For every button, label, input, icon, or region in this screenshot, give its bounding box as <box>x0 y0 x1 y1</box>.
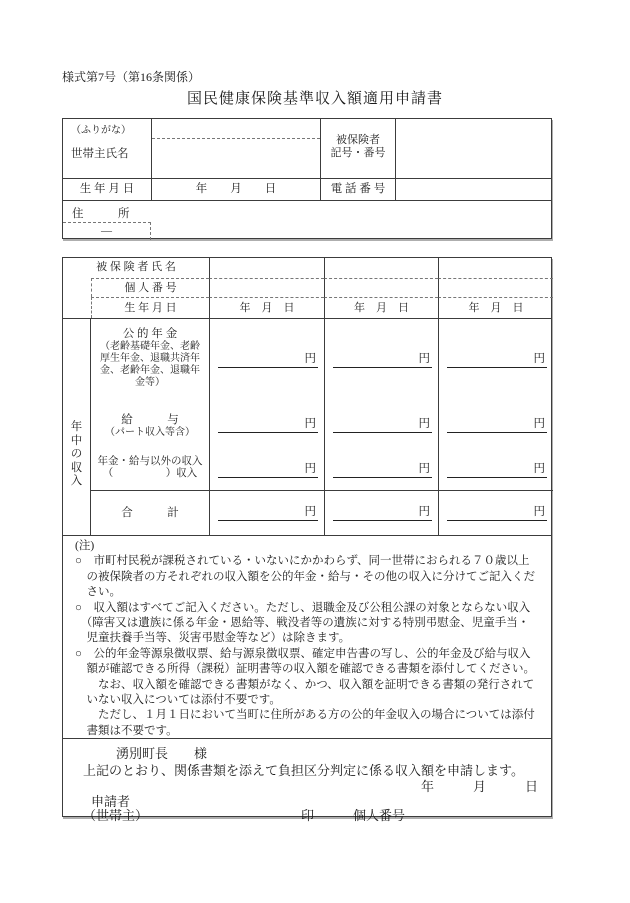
note-line: （障害又は遺族に係る年金・恩給等、戦没者等の遺族に対する特別弔慰金、児童手当・ <box>75 617 530 630</box>
salary-amount-field-1[interactable] <box>209 409 324 454</box>
name-label: 世帯主氏名 <box>71 148 129 160</box>
personal-number-signature-label: 個人番号 <box>353 808 406 823</box>
note-line: さい。 <box>75 586 121 599</box>
other-amount-field-1[interactable] <box>209 454 324 490</box>
header-corner-1 <box>63 278 91 297</box>
furigana-field[interactable] <box>152 119 320 139</box>
birthdate-label: 生 年 月 日 <box>79 183 135 195</box>
postal-code-field[interactable]: — <box>63 222 151 240</box>
pension-label: 公 的 年 金 （老齢基礎年金、老齢 厚生年金、退職共済年 金、老齢年金、退職年 金等） <box>100 328 200 388</box>
addressee: 湧別町長 様 <box>116 746 208 761</box>
other-income-label: 年金・給与以外の収入 （ ）収入 <box>97 456 203 479</box>
note-line: いない収入については添付不要です。 <box>75 694 281 707</box>
note-line: 額が確認できる所得（課税）証明書等の収入額を確認できる書類を添付してください。 <box>75 663 535 676</box>
insured-birth-field-3[interactable]: 年 月 日 <box>438 297 553 318</box>
note-line: ただし、１月１日において当町に住所がある方の公的年金収入の場合については添付 <box>75 709 535 722</box>
yen-line[interactable]: 円 <box>447 503 547 521</box>
householder-row-birth <box>63 178 551 200</box>
yen-line[interactable]: 円 <box>333 350 432 368</box>
note-line: の被保険者の方それぞれの収入額を公的年金・給与・その他の収入に分けてご記入くだ <box>75 570 535 583</box>
insured-birth-field-2[interactable]: 年 月 日 <box>324 297 438 318</box>
insured-name-field-1[interactable] <box>209 258 324 278</box>
application-date-field[interactable]: 年 月 日 <box>420 779 538 794</box>
income-grid <box>63 318 551 535</box>
header-corner-2 <box>63 297 91 318</box>
insured-name-field-3[interactable] <box>438 258 553 278</box>
note-line: 児童扶養手当等、災害弔慰金等など）は除きます。 <box>75 632 351 645</box>
salary-label: 給 与 （パート収入等含） <box>105 414 195 438</box>
application-section <box>63 738 551 823</box>
application-statement: 上記のとおり、関係書類を添えて負担区分判定に係る収入額を申請します。 <box>83 763 524 778</box>
note-line: ○ 市町村民税が課税されている・いないにかかわらず、同一世帯におられる７０歳以上 <box>75 555 530 568</box>
income-application-box <box>62 257 552 823</box>
total-amount-field-1[interactable] <box>209 490 324 535</box>
other-amount-field-2[interactable] <box>324 454 438 490</box>
personal-number-field-3[interactable] <box>438 278 553 297</box>
seal-label: 印 <box>301 808 315 823</box>
page-title: 国民健康保険基準収入額適用申請書 <box>186 91 443 107</box>
householder-row-name <box>63 119 551 178</box>
yen-line[interactable]: 円 <box>447 350 547 368</box>
householder-signature-label: （世帯主） <box>83 808 149 823</box>
yen-line[interactable]: 円 <box>447 460 547 478</box>
insured-header <box>63 258 551 318</box>
address-label: 住 所 <box>72 208 130 220</box>
yen-line[interactable]: 円 <box>333 415 432 433</box>
yen-line[interactable]: 円 <box>218 415 318 433</box>
personal-number-label: 個 人 番 号 <box>91 278 209 297</box>
personal-number-field-1[interactable] <box>209 278 324 297</box>
insured-symbol-label: 被保険者 記号・番号 <box>320 119 395 178</box>
insured-name-label: 被 保 険 者 氏 名 <box>96 261 176 273</box>
pension-amount-field-3[interactable] <box>438 319 553 409</box>
total-amount-field-2[interactable] <box>324 490 438 535</box>
birthdate-field[interactable]: 年 月 日 <box>151 179 320 200</box>
phone-field[interactable] <box>395 179 553 200</box>
furigana-label: （ふりがな） <box>71 125 131 136</box>
annual-income-side-label: 年中の収入 <box>63 319 91 535</box>
applicant-label: 申請者 <box>91 794 131 809</box>
householder-table <box>62 118 552 239</box>
householder-name-label <box>63 119 151 178</box>
phone-label: 電 話 番 号 <box>320 179 395 200</box>
yen-line[interactable]: 円 <box>333 503 432 521</box>
note-line: ○ 収入額はすべてご記入ください。ただし、退職金及び公租公課の対象とならない収入 <box>75 601 531 614</box>
total-amount-field-3[interactable] <box>438 490 553 535</box>
salary-amount-field-2[interactable] <box>324 409 438 454</box>
householder-name-field[interactable] <box>151 119 320 178</box>
insured-symbol-field[interactable] <box>395 119 553 178</box>
yen-line[interactable]: 円 <box>218 350 318 368</box>
notes-heading: (注) <box>75 540 95 552</box>
personal-number-field-2[interactable] <box>324 278 438 297</box>
insured-birth-field-1[interactable]: 年 月 日 <box>209 297 324 318</box>
pension-amount-field-2[interactable] <box>324 319 438 409</box>
notes-section <box>63 535 551 738</box>
other-amount-field-3[interactable] <box>438 454 553 490</box>
yen-line[interactable]: 円 <box>218 460 318 478</box>
insured-birth-label: 生 年 月 日 <box>91 297 209 318</box>
note-line: 書類は不要です。 <box>75 724 178 737</box>
yen-line[interactable]: 円 <box>333 460 432 478</box>
note-line: なお、収入額を確認できる書類がなく、かつ、収入額を証明できる書類の発行されて <box>75 678 535 691</box>
note-line: ○ 公的年金等源泉徴収票、給与源泉徴収票、確定申告書の写し、公的年金及び給与収入 <box>75 647 531 660</box>
pension-amount-field-1[interactable] <box>209 319 324 409</box>
total-label: 合 計 <box>91 490 209 535</box>
form-number: 様式第7号（第16条関係） <box>62 70 201 84</box>
address-row <box>63 200 551 240</box>
yen-line[interactable]: 円 <box>218 503 318 521</box>
salary-amount-field-3[interactable] <box>438 409 553 454</box>
insured-name-field-2[interactable] <box>324 258 438 278</box>
yen-line[interactable]: 円 <box>447 415 547 433</box>
